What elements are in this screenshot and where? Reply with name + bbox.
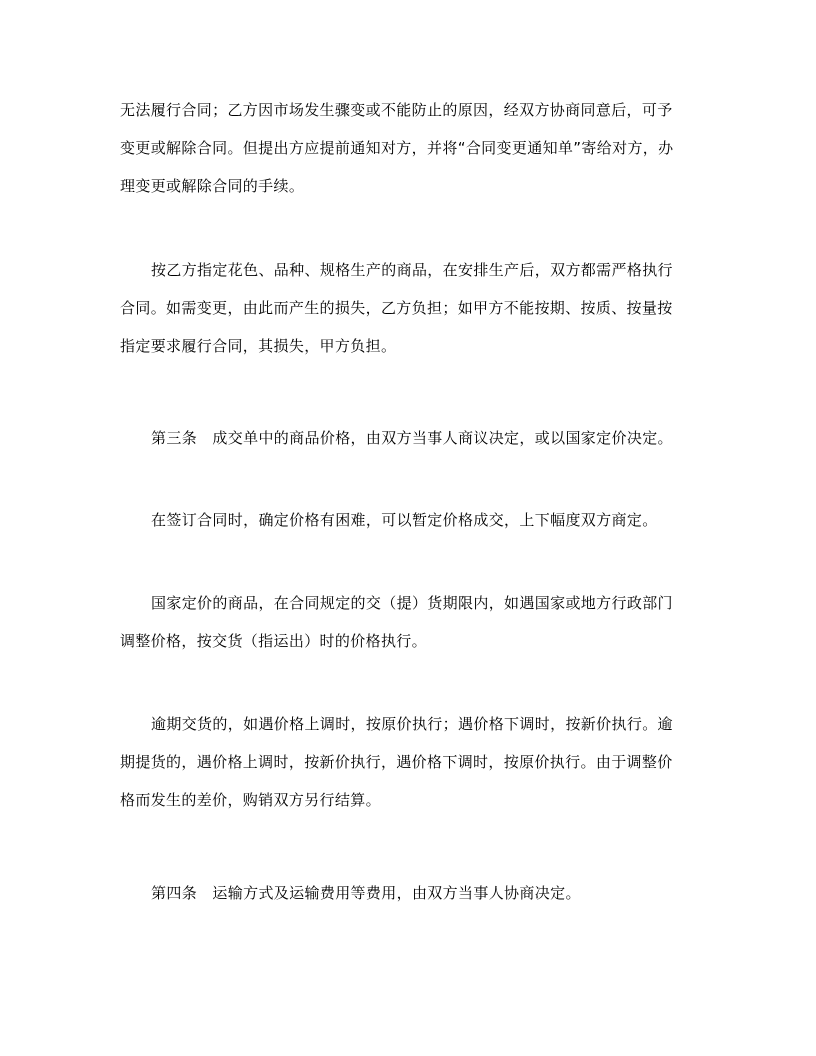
paragraph-specified-goods: [120, 251, 700, 365]
text-line: 理变更或解除合同的手续。: [120, 177, 305, 195]
article-four: [120, 874, 700, 912]
text-line: 按乙方指定花色、品种、规格生产的商品，在安排生产后，双方都需严格执行: [151, 261, 673, 279]
paragraph-contract-change: [120, 91, 700, 205]
paragraph-state-pricing: [120, 584, 700, 660]
text-line: 国家定价的商品，在合同规定的交（提）货期限内，如遇国家或地方行政部门: [151, 594, 673, 612]
paragraph-provisional-price: [120, 501, 700, 539]
text-line: 合同。如需变更，由此而产生的损失，乙方负担；如甲方不能按期、按质、按量按: [120, 299, 673, 317]
text-line: 无法履行合同；乙方因市场发生骤变或不能防止的原因，经双方协商同意后，可予: [120, 101, 673, 119]
text-line: 期提货的，遇价格上调时，按新价执行，遇价格下调时，按原价执行。由于调整价: [120, 753, 673, 771]
text-line: 逾期交货的，如遇价格上调时，按原价执行；遇价格下调时，按新价执行。逾: [151, 715, 673, 733]
text-line: 第三条 成交单中的商品价格，由双方当事人商议决定，或以国家定价决定。: [151, 429, 673, 447]
text-line: 格而发生的差价，购销双方另行结算。: [120, 791, 381, 809]
text-line: 第四条 运输方式及运输费用等费用，由双方当事人协商决定。: [151, 884, 581, 902]
article-three: [120, 419, 700, 457]
text-line: 调整价格，按交货（指运出）时的价格执行。: [120, 632, 428, 650]
text-line: 在签订合同时，确定价格有困难，可以暂定价格成交，上下幅度双方商定。: [151, 511, 658, 529]
paragraph-overdue-delivery: [120, 705, 700, 819]
text-line: 变更或解除合同。但提出方应提前通知对方，并将“合同变更通知单”寄给对方，办: [120, 139, 674, 157]
text-line: 指定要求履行合同，其损失，甲方负担。: [120, 337, 397, 355]
